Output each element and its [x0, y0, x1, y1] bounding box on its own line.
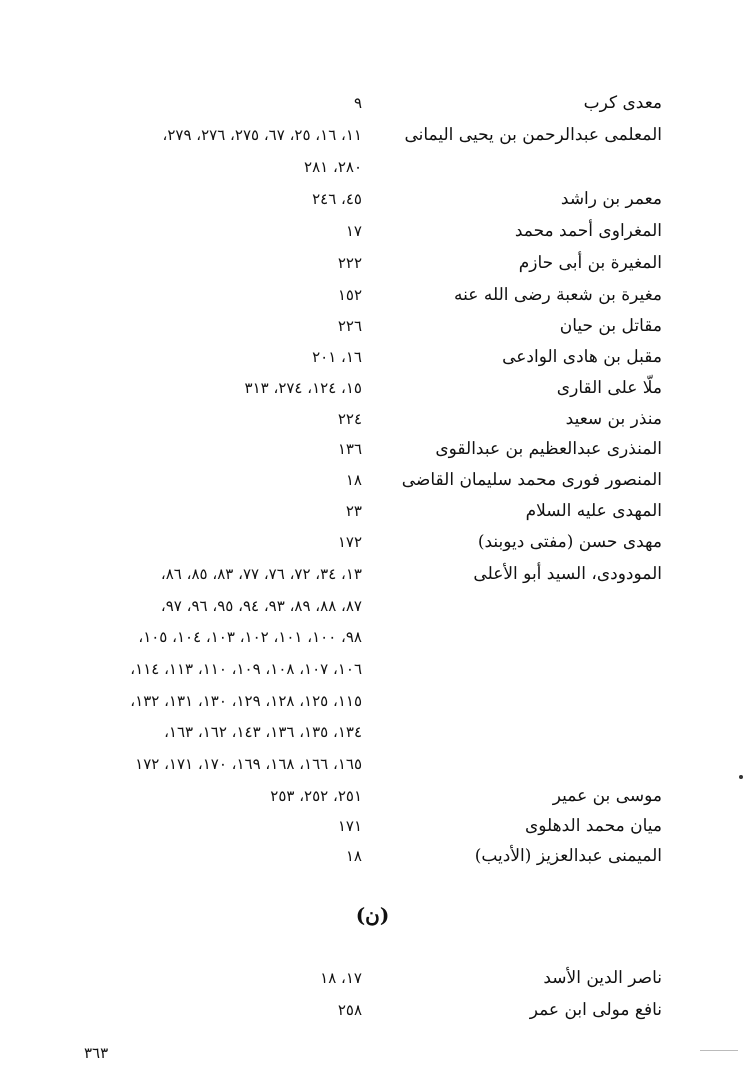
entry-name: معمر بن راشد — [560, 189, 662, 209]
page-refs-line: ٢٢٦ — [337, 317, 362, 335]
entry-pages — [72, 999, 362, 1031]
index-entry — [0, 845, 745, 877]
entry-name: منذر بن سعيد — [565, 409, 662, 429]
entry-name: مغيرة بن شعبة رضى الله عنه — [454, 285, 662, 305]
entry-pages — [72, 845, 362, 877]
entry-pages — [72, 92, 362, 124]
scan-dot — [739, 775, 743, 779]
page-refs-line: ١٧ — [345, 222, 362, 240]
page-refs-line: ٤٥، ٢٤٦ — [312, 190, 362, 208]
entry-pages — [72, 563, 362, 785]
entry-pages — [72, 967, 362, 999]
entry-name: المعلمى عبدالرحمن بن يحيى اليمانى — [404, 125, 662, 145]
index-entry — [0, 346, 745, 378]
page-refs-line: ١٧٢ — [337, 533, 362, 551]
page-refs-line: ١١، ١٦، ٢٥، ٦٧، ٢٧٥، ٢٧٦، ٢٧٩، — [162, 126, 362, 144]
page-refs-line: ٩٨، ١٠٠، ١٠١، ١٠٢، ١٠٣، ١٠٤، ١٠٥، — [138, 628, 362, 647]
entry-name: المغيرة بن أبى حازم — [518, 253, 662, 273]
page-refs-line: ٢٥٨ — [337, 1001, 362, 1019]
page-refs-line: ٢٨٠، ٢٨١ — [304, 157, 362, 176]
index-entry — [0, 284, 745, 316]
entry-name: المودودى، السيد أبو الأعلى — [473, 564, 662, 584]
entry-name: المهدى عليه السلام — [525, 501, 662, 521]
entry-name: ناصر الدين الأسد — [543, 968, 662, 988]
index-entry — [0, 999, 745, 1031]
page-refs-line: ١٦٥، ١٦٦، ١٦٨، ١٦٩، ١٧٠، ١٧١، ١٧٢ — [135, 755, 362, 774]
index-entry — [0, 252, 745, 284]
page-refs-line: ١١٥، ١٢٥، ١٢٨، ١٢٩، ١٣٠، ١٣١، ١٣٢، — [130, 691, 362, 710]
entry-pages — [72, 346, 362, 378]
index-entry — [0, 377, 745, 409]
page-refs-line: ١٠٦، ١٠٧، ١٠٨، ١٠٩، ١١٠، ١١٣، ١١٤، — [130, 660, 362, 679]
index-entry — [0, 469, 745, 501]
index-entry — [0, 531, 745, 563]
index-entry — [0, 500, 745, 532]
entry-name: ملّا على القارى — [556, 378, 662, 398]
scan-mark — [700, 1050, 738, 1051]
page-refs-line: ١٥٢ — [337, 286, 362, 304]
index-entry — [0, 785, 745, 817]
index-entry — [0, 124, 745, 176]
entry-name: المنصور فورى محمد سليمان القاضى — [401, 470, 662, 490]
entry-pages — [72, 408, 362, 440]
entry-pages — [72, 252, 362, 284]
entry-name: مهدى حسن (مفتى ديوبند) — [477, 532, 662, 552]
entry-pages — [72, 377, 362, 409]
page-refs-line: ٨٧، ٨٨، ٨٩، ٩٣، ٩٤، ٩٥، ٩٦، ٩٧، — [160, 596, 362, 615]
entry-pages — [72, 284, 362, 316]
index-entry — [0, 438, 745, 470]
entry-pages — [72, 315, 362, 347]
page-refs-line: ١٥، ١٢٤، ٢٧٤، ٣١٣ — [244, 379, 362, 397]
entry-name: مقبل بن هادى الوادعى — [502, 347, 662, 367]
page-refs-line: ١٦، ٢٠١ — [312, 348, 362, 366]
entry-name: الميمنى عبدالعزيز (الأديب) — [474, 846, 662, 866]
page-refs-line: ٢٢٤ — [337, 410, 362, 428]
entry-pages — [72, 785, 362, 817]
page-refs-line: ١٧، ١٨ — [320, 969, 362, 987]
entry-pages — [72, 188, 362, 220]
entry-name: نافع مولى ابن عمر — [529, 1000, 662, 1020]
index-entry — [0, 408, 745, 440]
entry-name: موسى بن عمير — [552, 786, 662, 806]
section-heading: (ن) — [355, 903, 390, 927]
entry-pages — [72, 438, 362, 470]
page-refs-line: ٢٢٢ — [337, 254, 362, 272]
page-refs-line: ١٣٦ — [337, 440, 362, 458]
index-entry — [0, 815, 745, 847]
page-refs-line: ١٨ — [345, 471, 362, 489]
index-entry — [0, 220, 745, 252]
entry-name: مقاتل بن حيان — [559, 316, 662, 336]
page-refs-line: ١٣٤، ١٣٥، ١٣٦، ١٤٣، ١٦٢، ١٦٣، — [164, 723, 362, 742]
entry-pages — [72, 469, 362, 501]
page-refs-line: ٩ — [353, 94, 362, 112]
entry-name: معدى كرب — [583, 93, 662, 113]
page-refs-line: ٢٥١، ٢٥٢، ٢٥٣ — [270, 787, 362, 805]
page-number: ٣٦٣ — [84, 1044, 109, 1062]
index-entry — [0, 315, 745, 347]
entry-pages — [72, 531, 362, 563]
entry-name: المنذرى عبدالعظيم بن عبدالقوى — [435, 439, 662, 459]
page-refs-line: ٢٣ — [345, 502, 362, 520]
index-entry — [0, 188, 745, 220]
entry-pages — [72, 815, 362, 847]
entry-pages — [72, 220, 362, 252]
entry-pages — [72, 124, 362, 187]
index-entry — [0, 92, 745, 124]
entry-name: ميان محمد الدهلوى — [524, 816, 662, 836]
entry-pages — [72, 500, 362, 532]
entry-name: المغراوى أحمد محمد — [514, 221, 662, 241]
index-entry — [0, 563, 745, 774]
index-entry — [0, 967, 745, 999]
page-refs-line: ١٧١ — [337, 817, 362, 835]
page-refs-line: ١٣، ٣٤، ٧٢، ٧٦، ٧٧، ٨٣، ٨٥، ٨٦، — [160, 565, 362, 583]
page-refs-line: ١٨ — [345, 847, 362, 865]
